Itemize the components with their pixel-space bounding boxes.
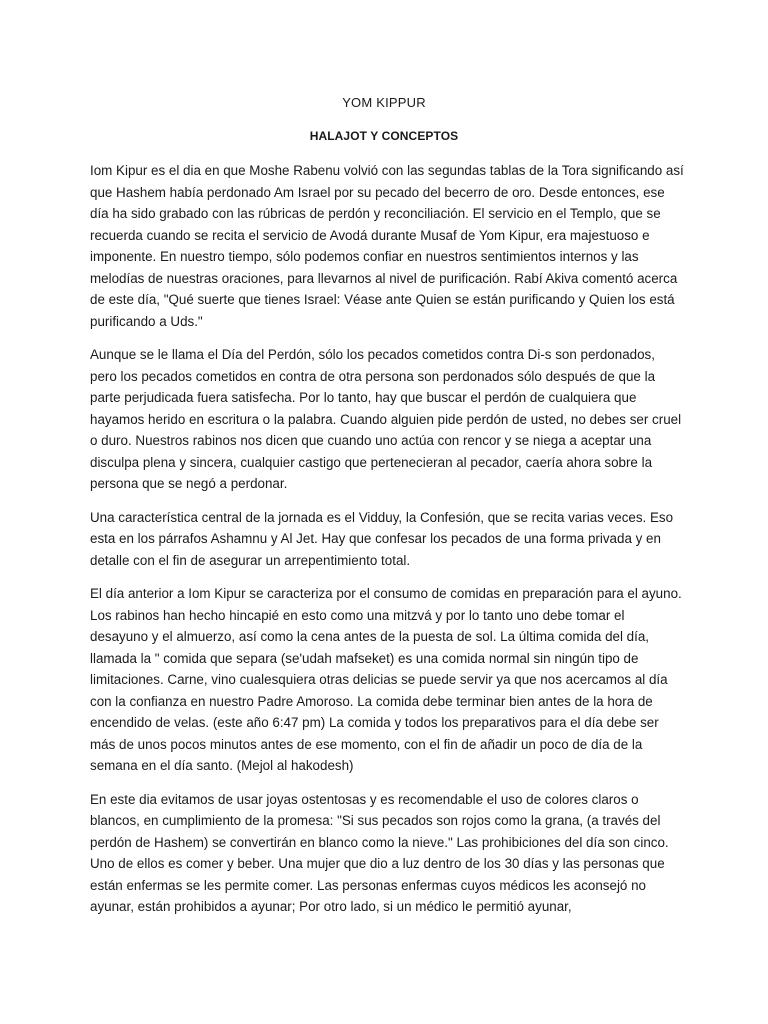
- document-subtitle: HALAJOT Y CONCEPTOS: [309, 129, 459, 143]
- paragraph-2: Aunque se le llama el Día del Perdón, sólo los pecados cometidos contra Di-s son perdonados, pero los pecados cometidos en contra de otra persona son perdonados sólo después de que la parte perjudicada fuera satisfecha. Por lo tanto, hay que buscar el perdón de cualquiera que hayamos herido en escritura o la palabra. Cuando alguien pide perdón de usted, no debes ser cruel o duro. Nuestros rabinos nos dicen que cuando uno actúa con rencor y se niega a aceptar una disculpa plena y sincera, cualquier castigo que pertenecieran al pecador, caería ahora sobre la persona que se negó a perdonar.: [90, 347, 682, 491]
- paragraph-4: El día anterior a Iom Kipur se caracteriza por el consumo de comidas en preparación para el ayuno. Los rabinos han hecho hincapié en esto como una mitzvá y por lo tanto uno debe tomar el desayuno y el almuerzo, así como la cena antes de la puesta de sol. La última comida del día, llamada la " comida que separa (se'udah mafseket) es una comida normal sin ningún tipo de limitaciones. Carne, vino cualesquiera otras delicias se puede servir ya que nos acercamos al día con la confianza en nuestro Padre Amoroso. La comida debe terminar bien antes de la hora de encendido de velas. (este año 6:47 pm) La comida y todos los preparativos para el día debe ser más de unos pocos minutos antes de ese momento, con el fin de añadir un poco de día de la semana en el día santo. (Mejol al hakodesh): [90, 586, 682, 773]
- paragraph-1: Iom Kipur es el dia en que Moshe Rabenu volvió con las segundas tablas de la Tora significando así que Hashem había perdonado Am Israel por su pecado del becerro de oro. Desde entonces, ese día ha sido grabado con las rúbricas de perdón y reconciliación. El servicio en el Templo, que se recuerda cuando se recita el servicio de Avodá durante Musaf de Yom Kipur, era majestuoso e imponente. En nuestro tiempo, sólo podemos confiar en nuestros sentimientos internos y las melodías de nuestras oraciones, para llevarnos al nivel de purificación. Rabí Akiva comentó acerca de este día, "Qué suerte que tienes Israel: Véase ante Quien se están purificando y Quien los está purificando a Uds.": [90, 163, 684, 329]
- document-title: YOM KIPPUR: [342, 95, 426, 110]
- document-body: [90, 160, 684, 930]
- paragraph-5: En este dia evitamos de usar joyas ostentosas y es recomendable el uso de colores claros o blancos, en cumplimiento de la promesa: "Si sus pecados son rojos como la grana, (a través del perdón de Hashem) se convertirán en blanco como la nieve." Las prohibiciones del día son cinco. Uno de ellos es comer y beber. Una mujer que dio a luz dentro de los 30 días y las personas que están enfermas se les permite comer. Las personas enfermas cuyos médicos les aconsejó no ayunar, están prohibidos a ayunar; Por otro lado, si un médico le permitió ayunar,: [90, 791, 669, 914]
- paragraph-3: Una característica central de la jornada es el Vidduy, la Confesión, que se recita varias veces. Eso esta en los párrafos Ashamnu y Al Jet. Hay que confesar los pecados de una forma privada y en detalle con el fin de asegurar un arrepentimiento total.: [90, 509, 674, 568]
